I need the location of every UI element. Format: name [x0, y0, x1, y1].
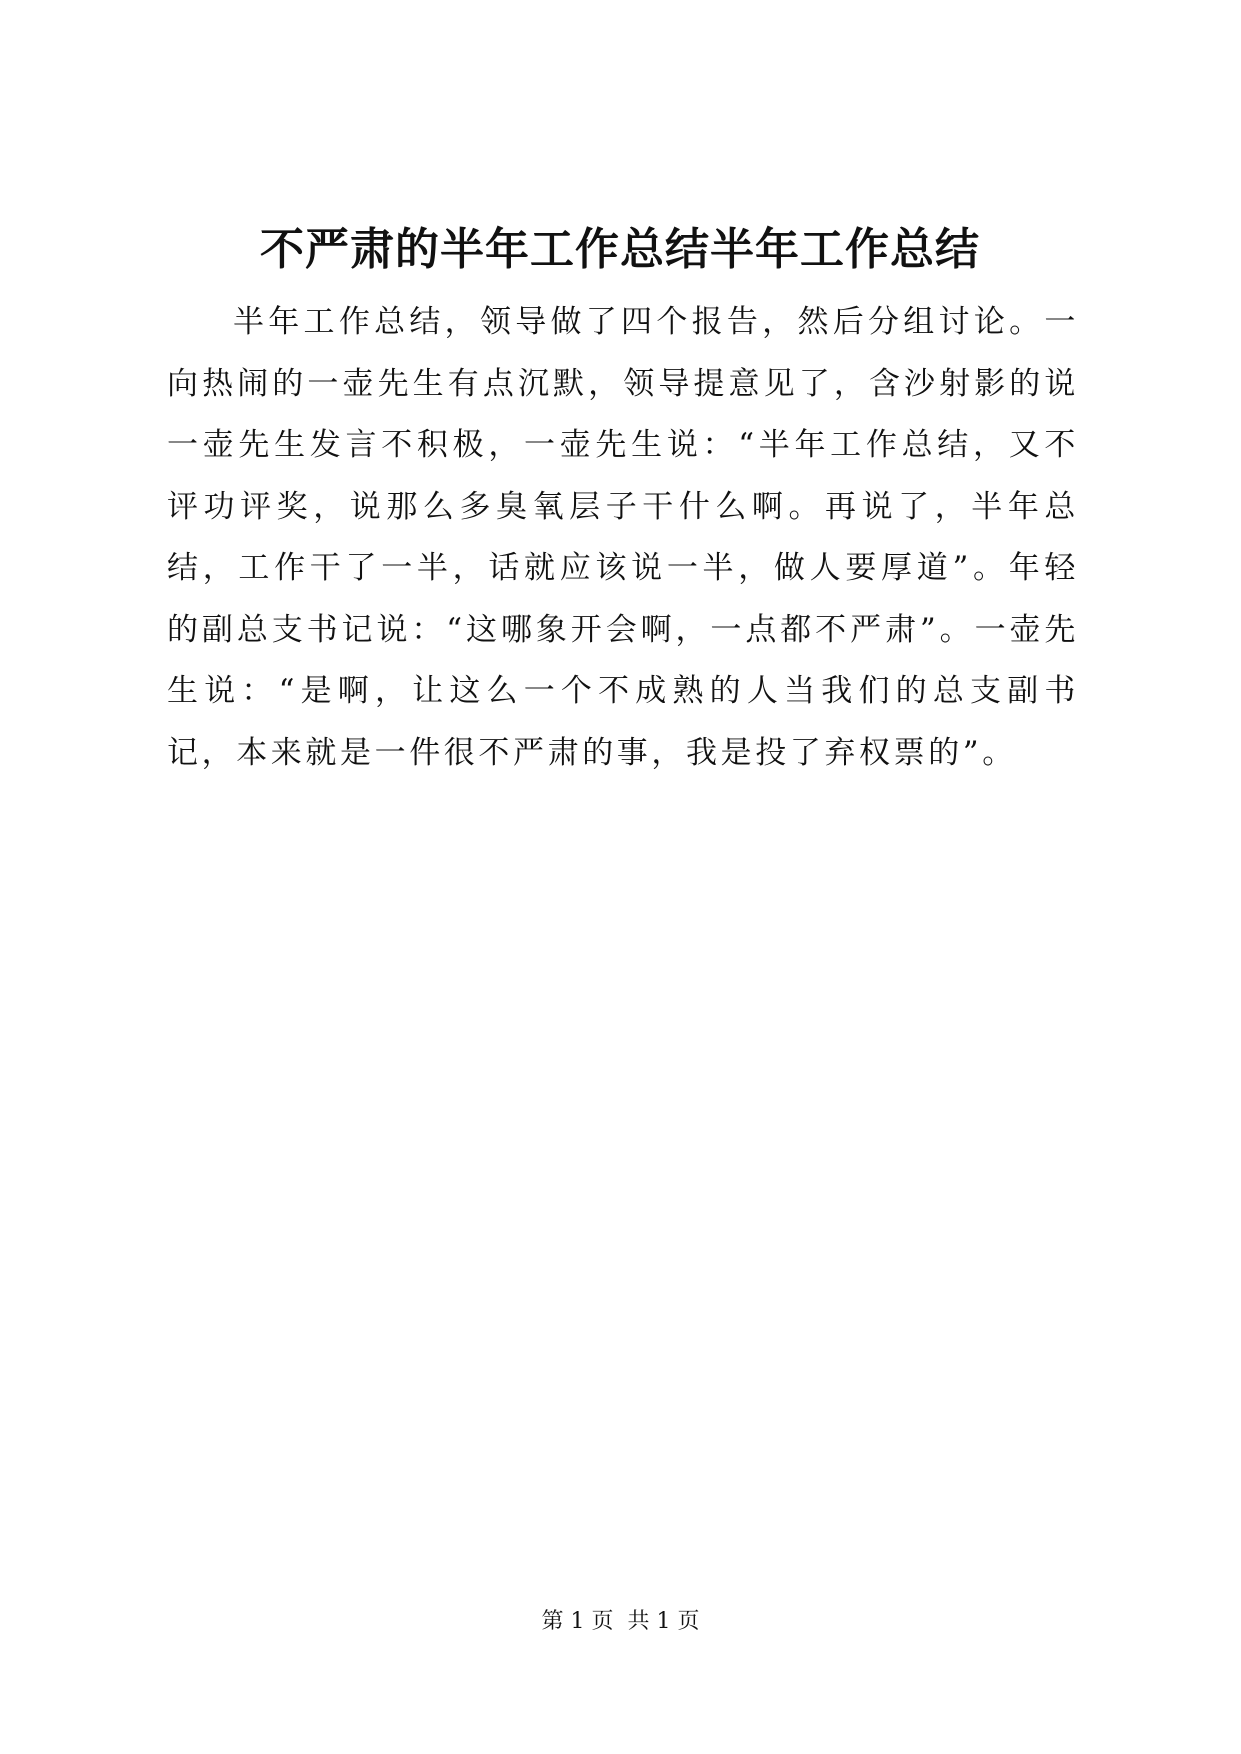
page-footer: [0, 1607, 1241, 1637]
page-number-label: 第 1 页 共 1 页: [541, 1609, 700, 1634]
document-title: 不严肃的半年工作总结半年工作总结: [260, 224, 980, 275]
body-paragraph: 半年工作总结，领导做了四个报告，然后分组讨论。一向热闹的一壶先生有点沉默，领导提意见了，含沙射影的说一壶先生发言不积极，一壶先生说：“半年工作总结，又不评功评奖，说那么多臭氧层子干什么啊。再说了，半年总结，工作干了一半，话就应该说一半，做人要厚道”。年轻的副总支书记说：“这哪象开会啊，一点都不严肃”。一壶先生说：“是啊，让这么一个不成熟的人当我们的总支副书记，本来就是一件很不严肃的事，我是投了弃权票的”。: [167, 304, 1079, 771]
